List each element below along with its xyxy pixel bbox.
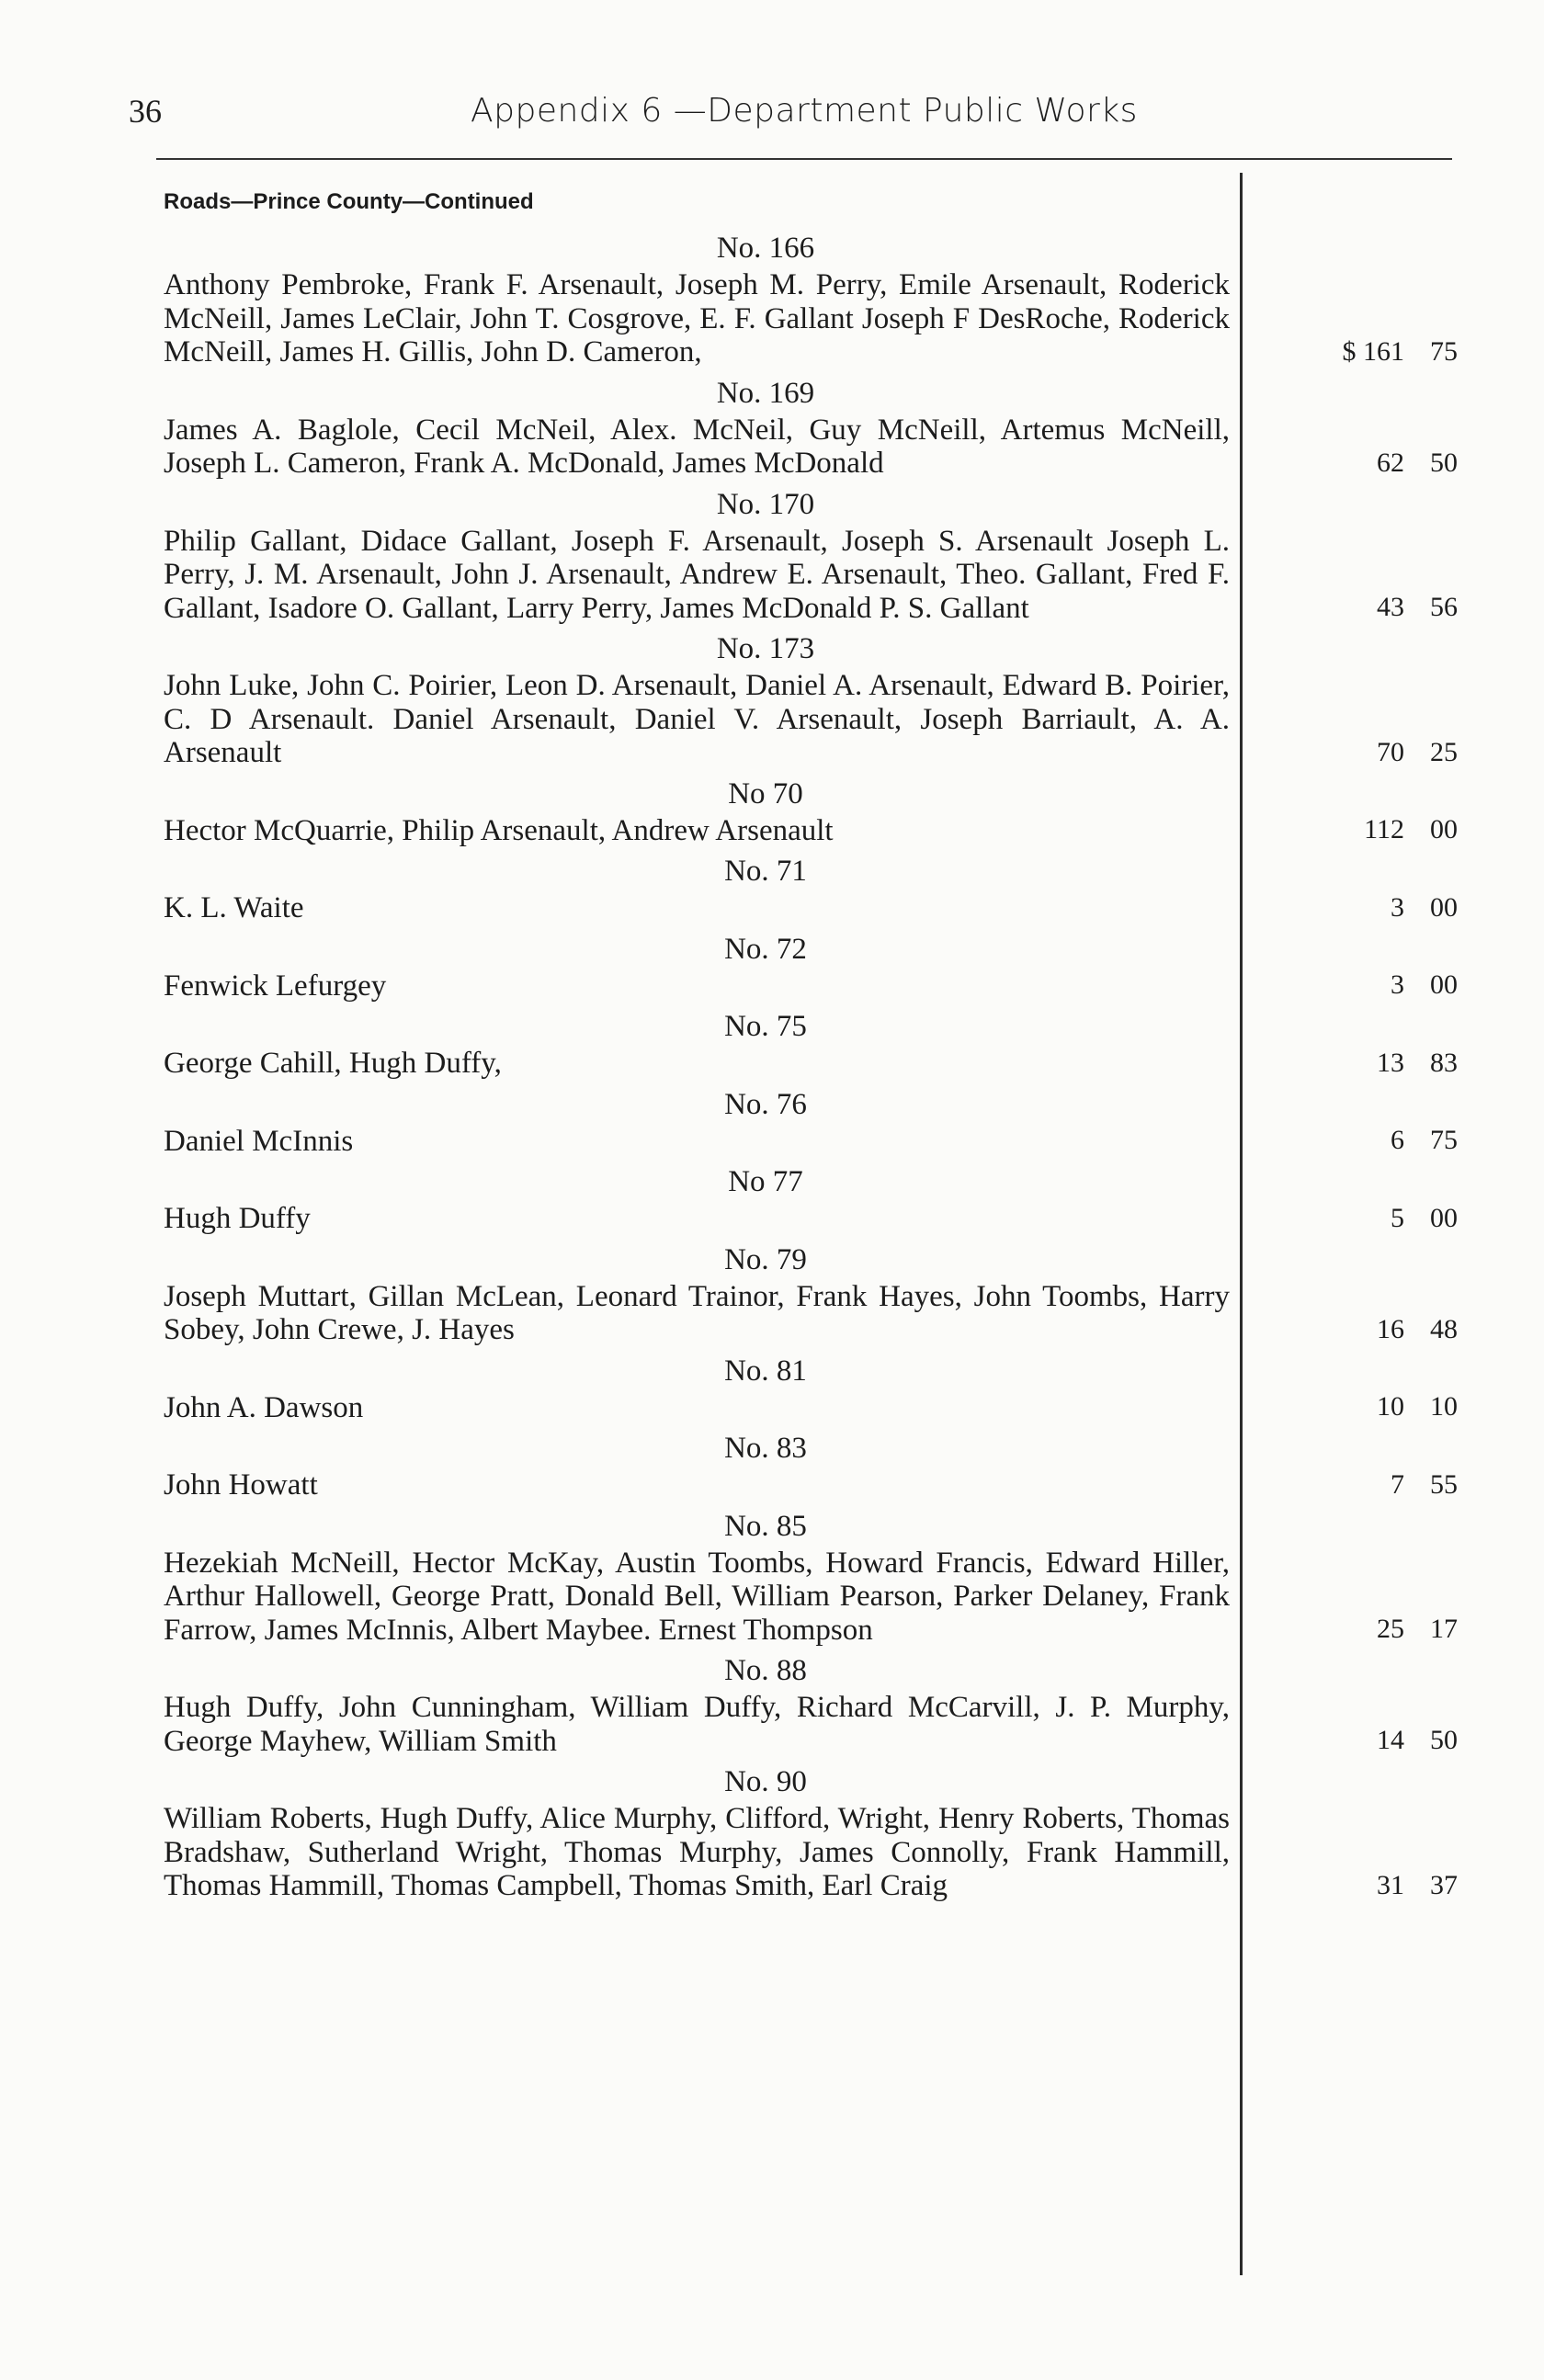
amount <box>1377 1314 1458 1345</box>
road-number: No. 79 <box>724 1242 807 1276</box>
road-entries-list <box>164 228 1230 1907</box>
amount-dollars: 112 <box>1364 814 1404 844</box>
amount <box>1391 1469 1458 1501</box>
worker-names: William Roberts, Hugh Duffy, Alice Murphy, Clifford, Wright, Henry Roberts, Thomas Bradshaw, Sutherland Wright, Thomas Murphy, James Connolly, Frank Hammill, Thomas Hammill, Thomas Campbell, Thomas Smith, Earl Craig <box>164 1802 1230 1902</box>
currency-symbol: $ <box>1342 335 1363 367</box>
worker-names: George Cahill, Hugh Duffy, <box>164 1047 502 1080</box>
amount <box>1377 1048 1458 1079</box>
amount-cents: 50 <box>1430 447 1458 478</box>
road-entry <box>164 1428 1230 1506</box>
road-number: No. 81 <box>724 1354 807 1388</box>
road-entry <box>164 851 1230 929</box>
amount <box>1377 1725 1458 1756</box>
worker-names: John A. Dawson <box>164 1390 364 1424</box>
road-entry <box>164 1006 1230 1084</box>
amount <box>1343 336 1459 368</box>
amount-cents: 10 <box>1430 1391 1458 1422</box>
page-number: 36 <box>129 93 162 130</box>
section-heading: Roads—Prince County—Continued <box>164 189 534 214</box>
worker-names: Daniel McInnis <box>164 1124 354 1158</box>
amount <box>1377 1870 1458 1901</box>
road-entry <box>164 1084 1230 1162</box>
road-number: No. 83 <box>724 1432 807 1465</box>
amount-dollars: 161 <box>1363 335 1404 367</box>
amount-dollars: 43 <box>1377 592 1404 622</box>
road-entry <box>164 484 1230 629</box>
worker-names: James A. Baglole, Cecil McNeil, Alex. McNeil, Guy McNeill, Artemus McNeill, Joseph L. Cameron, Frank A. McDonald, James McDonald <box>164 413 1230 480</box>
amount-cents: 25 <box>1430 736 1458 767</box>
road-entry <box>164 929 1230 1007</box>
road-entry <box>164 1162 1230 1240</box>
amount-cents: 55 <box>1430 1468 1458 1500</box>
amount-cents: 00 <box>1430 1202 1458 1233</box>
road-number: No. 88 <box>724 1654 807 1687</box>
amount <box>1391 1125 1458 1156</box>
amount-dollars: 25 <box>1377 1614 1404 1644</box>
road-number: No. 72 <box>724 932 807 966</box>
road-entry <box>164 629 1230 774</box>
running-title: Appendix 6 —Department Public Works <box>471 92 1138 130</box>
worker-names: Anthony Pembroke, Frank F. Arsenault, Joseph M. Perry, Emile Arsenault, Roderick McNeill, James LeClair, John T. Cosgrove, E. F. Gallant Joseph F DesRoche, Roderick McNeill, James H. Gillis, John D. Cameron, <box>164 268 1230 368</box>
amount <box>1391 969 1458 1001</box>
road-number: No 70 <box>728 776 803 810</box>
road-number: No. 166 <box>716 232 815 265</box>
worker-names: Philip Gallant, Didace Gallant, Joseph F. Arsenault, Joseph S. Arsenault Joseph L. Perry, J. M. Arsenault, John J. Arsenault, Andrew E. Arsenault, Theo. Gallant, Fred F. Gallant, Isadore O. Gallant, Larry Perry, James McDonald P. S. Gallant <box>164 524 1230 625</box>
amount-cents: 00 <box>1430 969 1458 1000</box>
amount <box>1377 737 1458 768</box>
amount <box>1391 892 1458 924</box>
amount-cents: 83 <box>1430 1047 1458 1078</box>
road-number: No. 170 <box>716 487 815 521</box>
amount-dollars: 3 <box>1391 891 1404 923</box>
worker-names: Fenwick Lefurgey <box>164 969 387 1003</box>
road-number: No. 71 <box>724 855 807 888</box>
worker-names: John Howatt <box>164 1468 318 1502</box>
amount-dollars: 7 <box>1391 1468 1404 1500</box>
road-entry <box>164 1240 1230 1351</box>
road-number: No. 85 <box>724 1509 807 1543</box>
road-number: No. 90 <box>724 1765 807 1798</box>
amount-cents: 17 <box>1430 1614 1458 1644</box>
road-entry <box>164 774 1230 852</box>
amount <box>1391 1203 1458 1234</box>
worker-names: Hector McQuarrie, Philip Arsenault, Andrew Arsenault <box>164 813 834 847</box>
road-entry <box>164 1762 1230 1907</box>
road-number: No. 169 <box>716 376 815 410</box>
road-entry <box>164 373 1230 484</box>
road-number: No. 173 <box>716 632 815 665</box>
amount <box>1377 592 1458 623</box>
amount-cents: 75 <box>1430 335 1458 367</box>
amount-cents: 00 <box>1430 814 1458 844</box>
road-entry <box>164 1650 1230 1762</box>
worker-names: Joseph Muttart, Gillan McLean, Leonard Trainor, Frank Hayes, John Toombs, Harry Sobey, John Crewe, J. Hayes <box>164 1279 1230 1346</box>
amount-dollars: 14 <box>1377 1725 1404 1755</box>
worker-names: Hezekiah McNeill, Hector McKay, Austin Toombs, Howard Francis, Edward Hiller, Arthur Hallowell, George Pratt, Donald Bell, William Pearson, Parker Delaney, Frank Farrow, James McInnis, Albert Maybee. Ernest Thompson <box>164 1546 1230 1647</box>
worker-names: John Luke, John C. Poirier, Leon D. Arsenault, Daniel A. Arsenault, Edward B. Poirier, C. D Arsenault. Daniel Arsenault, Daniel V. Arsenault, Joseph Barriault, A. A. Arsenault <box>164 669 1230 769</box>
amount-dollars: 70 <box>1377 736 1404 767</box>
amount-dollars: 3 <box>1391 969 1404 1000</box>
road-entry <box>164 228 1230 373</box>
amount-dollars: 6 <box>1391 1125 1404 1155</box>
amounts-column <box>1241 0 1544 2380</box>
amount-cents: 48 <box>1430 1313 1458 1344</box>
amount-dollars: 31 <box>1377 1869 1404 1900</box>
amount <box>1377 1614 1458 1645</box>
amount-cents: 50 <box>1430 1725 1458 1755</box>
worker-names: Hugh Duffy, John Cunningham, William Duffy, Richard McCarvill, J. P. Murphy, George Mayhew, William Smith <box>164 1691 1230 1758</box>
road-number: No. 76 <box>724 1087 807 1121</box>
amount-dollars: 5 <box>1391 1202 1404 1233</box>
amount-dollars: 16 <box>1377 1313 1404 1344</box>
amount <box>1377 1391 1458 1422</box>
amount-cents: 37 <box>1430 1869 1458 1900</box>
road-number: No 77 <box>728 1165 803 1198</box>
amount-dollars: 13 <box>1377 1047 1404 1078</box>
amount-cents: 00 <box>1430 891 1458 923</box>
amount-cents: 75 <box>1430 1125 1458 1155</box>
worker-names: Hugh Duffy <box>164 1202 311 1235</box>
worker-names: K. L. Waite <box>164 891 304 924</box>
road-entry <box>164 1506 1230 1651</box>
road-entry <box>164 1351 1230 1429</box>
amount-dollars: 10 <box>1377 1391 1404 1422</box>
amount-cents: 56 <box>1430 592 1458 622</box>
road-number: No. 75 <box>724 1010 807 1043</box>
amount <box>1377 448 1458 479</box>
amount <box>1364 814 1458 845</box>
amount-dollars: 62 <box>1377 447 1404 478</box>
